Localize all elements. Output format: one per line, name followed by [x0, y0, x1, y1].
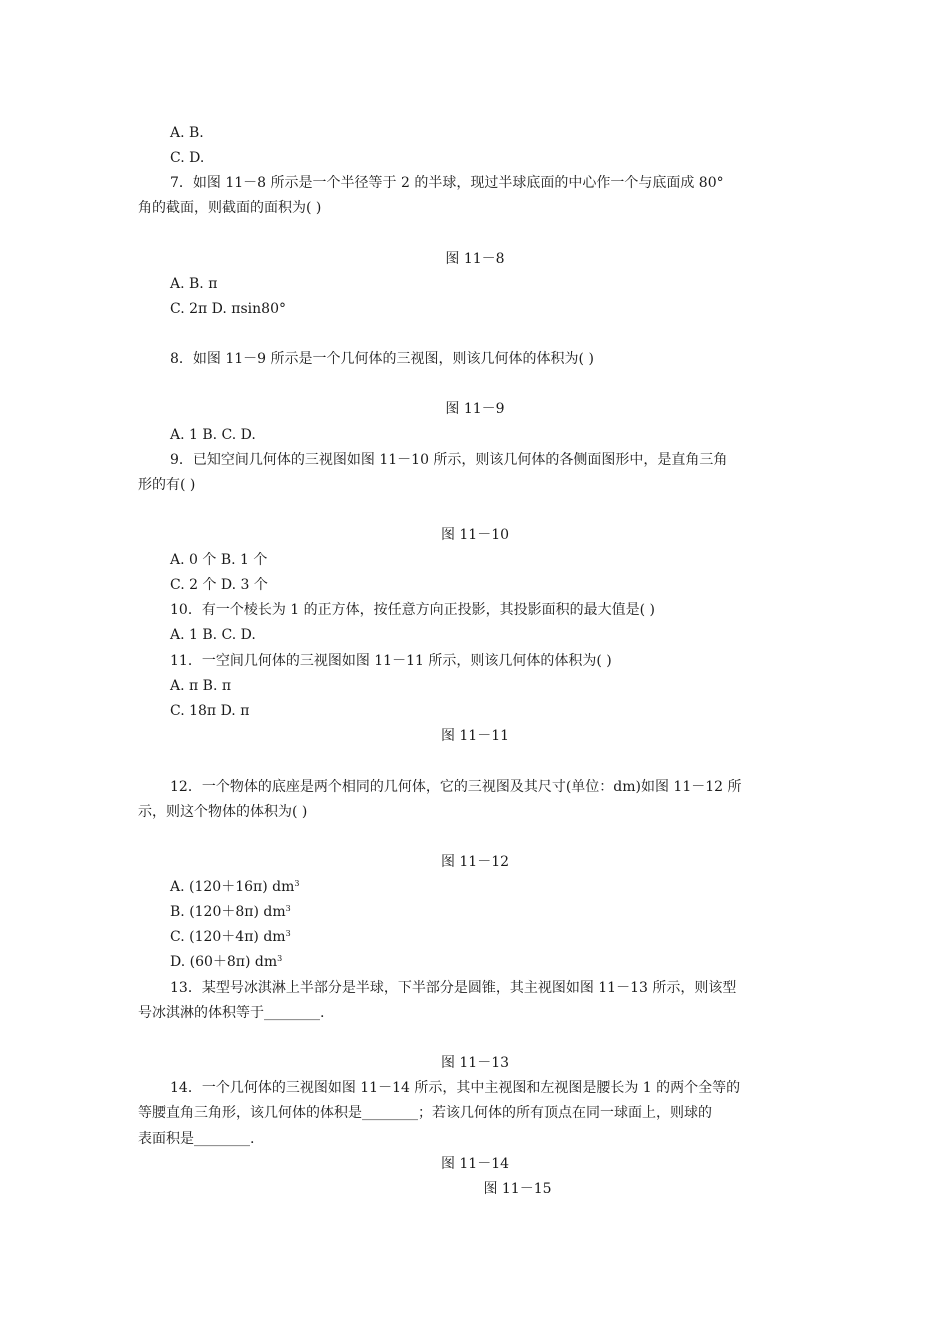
figure-caption-11-11: 图 11－11: [440, 728, 510, 744]
question-14-line-1: 14．一个几何体的三视图如图 11－14 所示，其中主视图和左视图是腰长为 1 的两个全等的: [170, 1080, 741, 1096]
question-11-options-1: A. π B. π: [170, 678, 232, 694]
figure-caption-11-10: 图 11－10: [440, 527, 510, 543]
question-13-line-2: 号冰淇淋的体积等于________.: [138, 1005, 325, 1021]
figure-caption-11-15: 图 11－15: [483, 1181, 552, 1197]
question-12-line-2: 示，则这个物体的体积为( ): [138, 804, 308, 820]
question-7-line-2: 角的截面，则截面的面积为( ): [138, 200, 322, 216]
question-10: 10．有一个棱长为 1 的正方体，按任意方向正投影，其投影面积的最大值是( ): [170, 602, 655, 618]
figure-caption-11-13: 图 11－13: [440, 1055, 510, 1071]
figure-caption-11-9: 图 11－9: [445, 401, 505, 417]
question-12-option-b: B. (120＋8π) $dm^3$: [170, 904, 291, 920]
question-14-line-2: 等腰直角三角形，该几何体的体积是________；若该几何体的所有顶点在同一球面上，则球的: [138, 1105, 712, 1121]
question-11: 11．一空间几何体的三视图如图 11－11 所示，则该几何体的体积为( ): [170, 653, 612, 669]
figure-caption-11-14: 图 11－14: [440, 1156, 510, 1172]
question-11-options-2: C. 18π D. π: [170, 703, 250, 719]
question-8-options: A. 1 B. C. D.: [170, 427, 256, 443]
question-8: 8．如图 11－9 所示是一个几何体的三视图，则该几何体的体积为( ): [170, 351, 594, 367]
question-10-options: A. 1 B. C. D.: [170, 627, 256, 643]
question-14-line-3: 表面积是________.: [138, 1131, 255, 1147]
question-7-options-1: A. B. π: [170, 276, 218, 292]
question-12-option-c: C. (120＋4π) $dm^3$: [170, 929, 291, 945]
question-12-option-d: D. (60＋8π) $dm^3$: [170, 954, 283, 970]
question-9-options-2: C. 2 个 D. 3 个: [170, 577, 268, 593]
figure-caption-11-8: 图 11－8: [445, 251, 505, 267]
question-12-option-a: A. (120＋16π) $dm^3$: [170, 879, 300, 895]
option-line: A. B.: [170, 125, 204, 141]
option-line: C. D.: [170, 150, 205, 166]
question-9-options-1: A. 0 个 B. 1 个: [170, 552, 268, 568]
question-7-line-1: 7．如图 11－8 所示是一个半径等于 2 的半球，现过半球底面的中心作一个与底面成 80°: [170, 175, 724, 191]
question-9-line-1: 9．已知空间几何体的三视图如图 11－10 所示，则该几何体的各侧面图形中，是直角三角: [170, 452, 728, 468]
question-13-line-1: 13．某型号冰淇淋上半部分是半球，下半部分是圆锥，其主视图如图 11－13 所示，则该型: [170, 980, 737, 996]
question-7-options-2: C. 2π D. πsin80°: [170, 301, 286, 317]
figure-caption-11-12: 图 11－12: [440, 854, 510, 870]
question-12-line-1: 12．一个物体的底座是两个相同的几何体，它的三视图及其尺寸(单位：dm)如图 11－12 所: [170, 779, 742, 795]
question-9-line-2: 形的有( ): [138, 477, 196, 493]
